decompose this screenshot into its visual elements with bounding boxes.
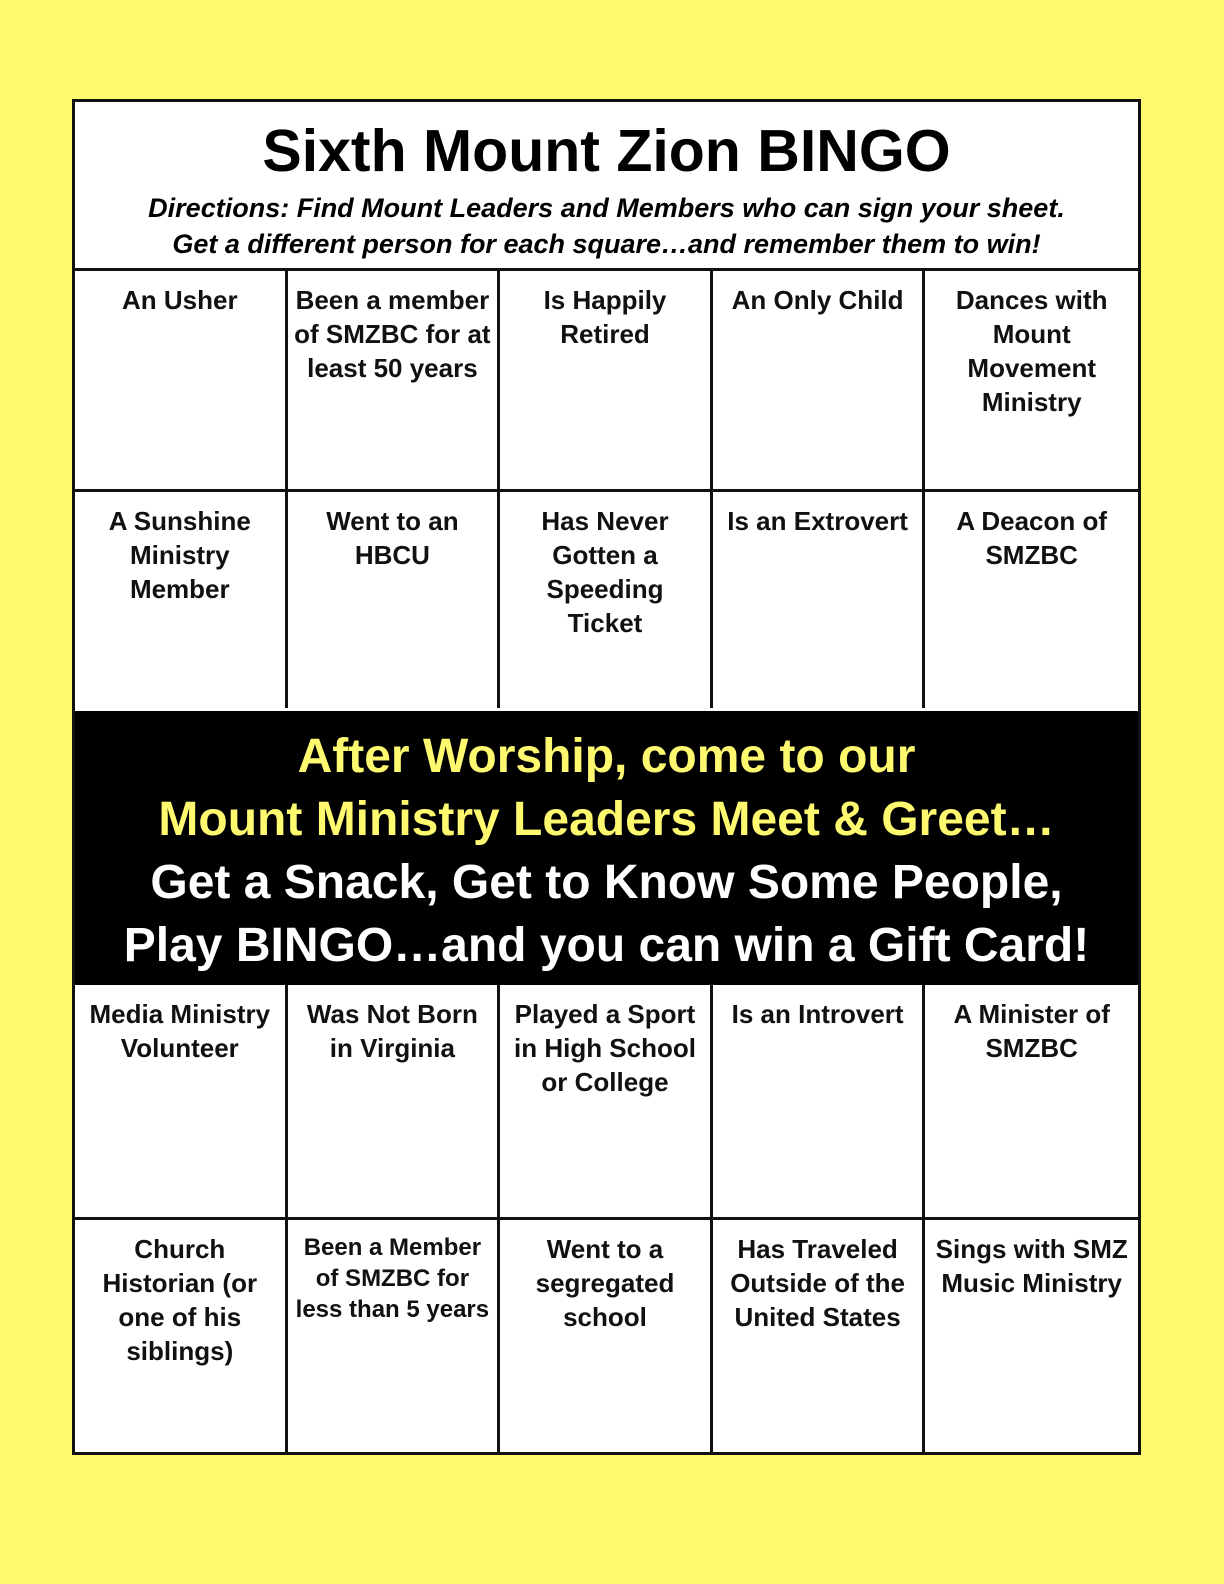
bingo-square[interactable]: Media Ministry Volunteer	[75, 985, 288, 1220]
bingo-square[interactable]: Is Happily Retired	[500, 271, 713, 492]
meet-and-greet-banner	[75, 711, 1138, 985]
bingo-square[interactable]: Has Never Gotten a Speeding Ticket	[500, 492, 713, 708]
bingo-square[interactable]: Has Traveled Outside of the United States	[713, 1220, 926, 1455]
bingo-square[interactable]: Went to an HBCU	[288, 492, 501, 708]
card-header	[75, 102, 1138, 271]
directions	[75, 190, 1138, 262]
bingo-square[interactable]: Been a member of SMZBC for at least 50 years	[288, 271, 501, 492]
bingo-square[interactable]: Sings with SMZ Music Ministry	[935, 1234, 1128, 1298]
bingo-grid-top	[75, 271, 1138, 708]
directions-line-2: Get a different person for each square…and remember them to win!	[172, 229, 1041, 259]
bingo-square[interactable]: A Deacon of SMZBC	[956, 506, 1108, 570]
bingo-card	[72, 99, 1141, 1455]
banner-line-3: Get a Snack, Get to Know Some People,	[150, 856, 1063, 909]
bingo-square[interactable]: Is an Introvert	[713, 985, 926, 1220]
banner-line-2: Mount Ministry Leaders Meet & Greet…	[158, 793, 1055, 846]
bingo-square[interactable]: Went to a segregated school	[500, 1220, 713, 1455]
bingo-square[interactable]: Dances with Mount Movement Ministry	[925, 271, 1138, 492]
bingo-square[interactable]: Is an Extrovert	[713, 492, 926, 708]
banner-line-4: Play BINGO…and you can win a Gift Card!	[123, 919, 1090, 972]
bingo-square[interactable]: Played a Sport in High School or College	[500, 985, 713, 1220]
bingo-square[interactable]: Was Not Born in Virginia	[288, 985, 501, 1220]
banner-line-1: After Worship, come to our	[297, 730, 916, 783]
bingo-square[interactable]: A Minister of SMZBC	[925, 985, 1138, 1220]
bingo-square[interactable]: An Only Child	[713, 271, 926, 492]
bingo-square[interactable]: A Sunshine Ministry Member	[75, 492, 288, 708]
bingo-square[interactable]: Church Historian (or one of his siblings)	[75, 1220, 288, 1455]
bingo-square[interactable]: An Usher	[75, 271, 288, 492]
page-title: Sixth Mount Zion BINGO	[262, 118, 951, 184]
bingo-grid-bottom	[75, 985, 1138, 1455]
bingo-square[interactable]: Been a Member of SMZBC for less than 5 years	[288, 1220, 501, 1455]
directions-line-1: Directions: Find Mount Leaders and Members who can sign your sheet.	[148, 193, 1065, 223]
